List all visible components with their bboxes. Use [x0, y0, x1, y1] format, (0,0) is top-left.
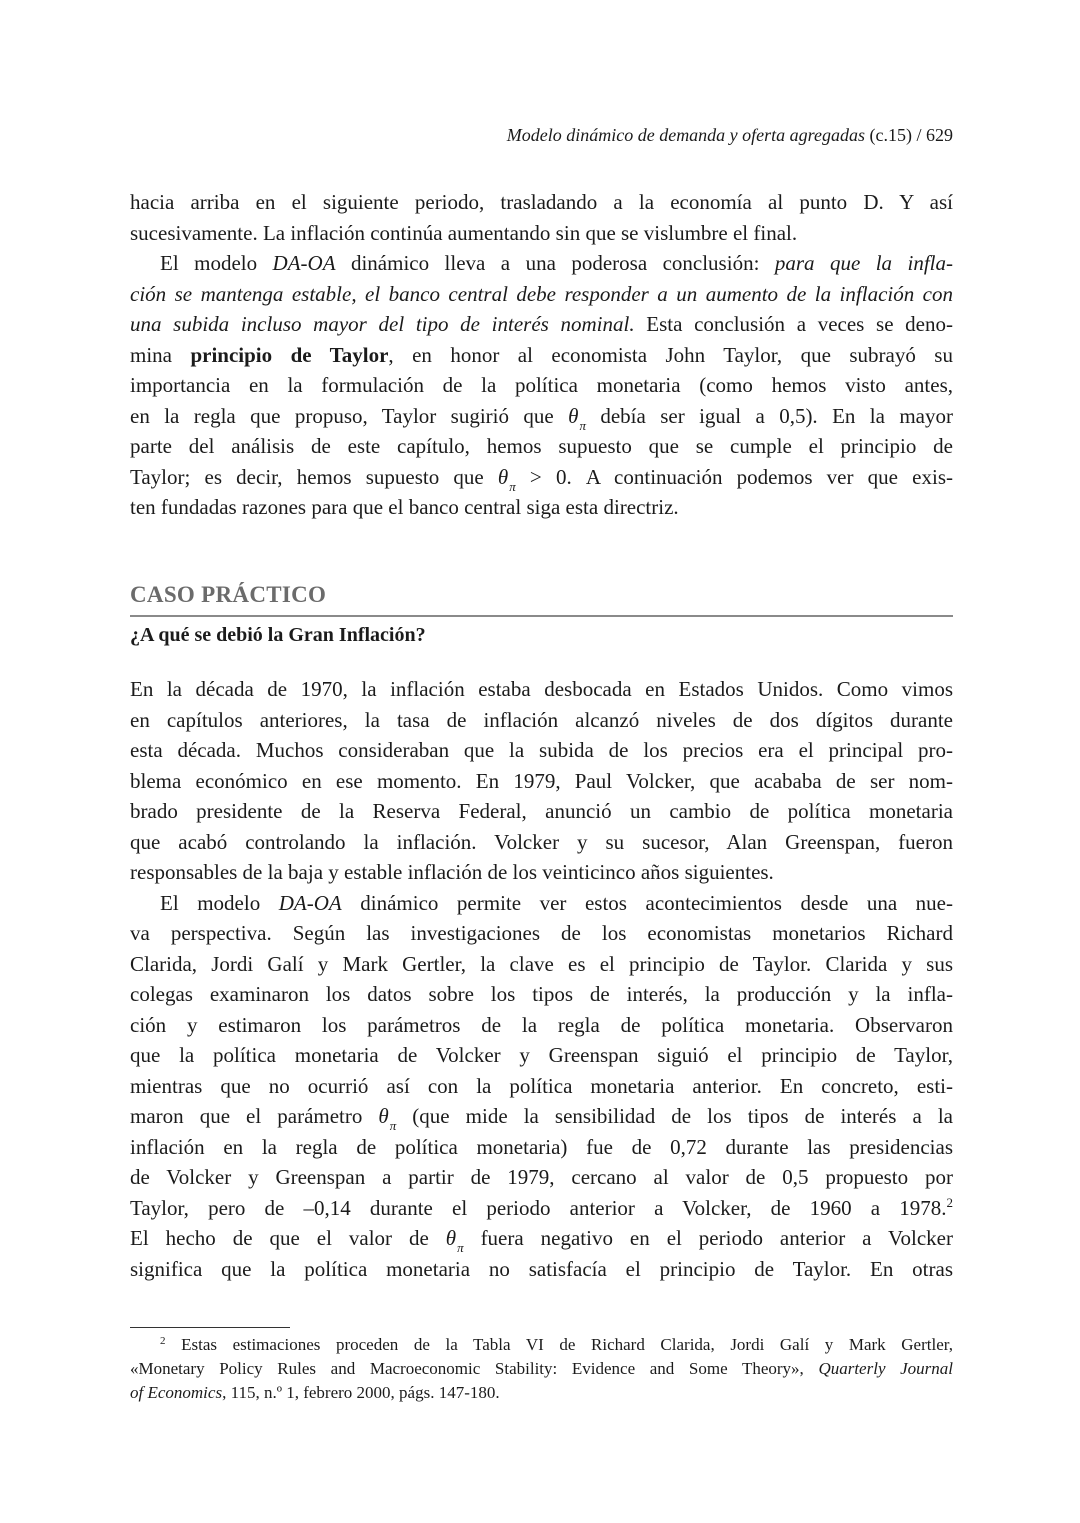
- text-line: [130, 766, 953, 797]
- text-run: > 0. A continuación podemos ver que exis-: [515, 464, 953, 489]
- text-line: [130, 1333, 953, 1357]
- text-run: θ: [568, 403, 579, 428]
- text-run: inflación en la regla de política monetaria) fue de 0,72 durante las presidencias: [130, 1134, 953, 1159]
- text-line: [130, 857, 953, 888]
- text-run: El modelo: [160, 251, 273, 275]
- text-run: colegas examinaron los datos sobre los tipos de interés, la producción y la infla-: [130, 982, 953, 1006]
- footnote: [130, 1333, 953, 1405]
- subscript: π: [457, 1240, 464, 1255]
- text-line: [130, 949, 953, 980]
- text-line: [130, 462, 953, 493]
- text-run: sucesivamente. La inflación continúa aumentando sin que se vislumbre el final.: [130, 220, 798, 245]
- text-run: principio de Taylor: [190, 342, 389, 367]
- text-line: [130, 279, 953, 310]
- text-line: [130, 1010, 953, 1041]
- text-line: [130, 705, 953, 736]
- text-run: Clarida, Jordi Galí y Mark Gertler, la clave es el principio de Taylor. Clarida y sus: [130, 951, 953, 976]
- text-line: [130, 1223, 953, 1254]
- text-run: , 115, n.º 1, febrero 2000, págs. 147-180.: [222, 1383, 500, 1402]
- subscript: π: [509, 478, 516, 494]
- text-line: [130, 187, 953, 218]
- text-run: esta década. Muchos consideraban que la subida de los precios era el principal pro-: [130, 738, 953, 762]
- text-line: [130, 735, 953, 766]
- text-run: que acabó controlando la inflación. Volcker y su sucesor, Alan Greenspan, fueron: [130, 829, 953, 854]
- text-line: [130, 492, 953, 523]
- text-line: [130, 1381, 953, 1405]
- text-line: [130, 1357, 953, 1381]
- text-run: dinámico permite ver estos acontecimientos desde una nue-: [341, 890, 954, 915]
- text-run: , en honor al economista John Taylor, que subrayó su: [388, 342, 953, 367]
- text-run: θ: [445, 1226, 457, 1250]
- text-line: [130, 218, 953, 249]
- text-run: Quarterly Journal: [818, 1359, 953, 1378]
- text-line: [130, 796, 953, 827]
- chapter-page-number: (c.15) / 629: [865, 125, 953, 145]
- text-run: dinámico lleva a una poderosa conclusión:: [335, 251, 775, 275]
- case-study-label: CASO PRÁCTICO: [130, 582, 327, 607]
- text-run: hacia arriba en el siguiente periodo, trasladando a la economía al punto D. Y así: [130, 190, 953, 214]
- text-line: [130, 1162, 953, 1193]
- text-run: una subida incluso mayor del tipo de interés nominal.: [130, 312, 635, 336]
- text-run: ten fundadas razones para que el banco central siga esta directriz.: [130, 495, 679, 519]
- text-run: fuera negativo en el periodo anterior a Volcker: [463, 1226, 953, 1250]
- text-run: En la década de 1970, la inflación estaba desbocada en Estados Unidos. Como vimos: [130, 677, 953, 701]
- subscript: π: [389, 1118, 397, 1133]
- text-line: [130, 1040, 953, 1071]
- text-line: [130, 370, 953, 401]
- case-study-divider: [130, 615, 953, 617]
- text-line: [130, 1071, 953, 1102]
- text-line: [130, 309, 953, 340]
- text-line: [130, 401, 953, 432]
- text-run: Esta conclusión a veces se deno-: [634, 312, 953, 336]
- text-run: DA-OA: [272, 251, 336, 275]
- running-title: Modelo dinámico de demanda y oferta agregadas: [506, 125, 866, 145]
- text-run: Taylor, pero de –0,14 durante el periodo anterior a Volcker, de 1960 a 1978.: [130, 1195, 947, 1220]
- text-run: of Economics: [130, 1383, 223, 1402]
- text-run: Taylor; es decir, hemos supuesto que: [130, 464, 498, 489]
- subscript: π: [579, 417, 586, 433]
- text-run: para que la infla-: [774, 251, 953, 275]
- text-line: [130, 827, 953, 858]
- text-run: en capítulos anteriores, la tasa de inflación alcanzó niveles de dos dígitos durante: [130, 707, 953, 732]
- text-line: [130, 674, 953, 705]
- text-run: parte del análisis de este capítulo, hemos supuesto que se cumple el principio de: [130, 434, 953, 458]
- text-line: [130, 1254, 953, 1285]
- footnote-marker: 2: [160, 1335, 166, 1347]
- text-line: [130, 1132, 953, 1163]
- footnote-divider: [130, 1327, 290, 1328]
- case-study-text: [130, 674, 953, 1284]
- text-run: significa que la política monetaria no satisfacía el principio de Taylor. En otras: [130, 1256, 953, 1281]
- text-run: blema económico en ese momento. En 1979, Paul Volcker, que acababa de ser nom-: [130, 768, 953, 793]
- case-study-title: ¿A qué se debió la Gran Inflación?: [130, 624, 426, 646]
- text-line: [130, 1101, 953, 1132]
- text-run: va perspectiva. Según las investigaciones de los economistas monetarios Richard: [130, 921, 953, 945]
- text-run: de Volcker y Greenspan a partir de 1979, cercano al valor de 0,5 propuesto por: [130, 1165, 953, 1189]
- text-run: Estas estimaciones proceden de la Tabla VI de Richard Clarida, Jordi Galí y Mark Gertler,: [165, 1335, 953, 1354]
- text-run: mientras que no ocurrió así con la política monetaria anterior. En concreto, esti-: [130, 1073, 953, 1098]
- text-run: responsables de la baja y estable inflación de los veinticinco años siguientes.: [130, 860, 774, 884]
- text-run: El hecho de que el valor de: [130, 1226, 446, 1250]
- running-header: [507, 125, 953, 146]
- text-line: [130, 918, 953, 949]
- text-run: (que mide la sensibilidad de los tipos de interés a la: [396, 1104, 953, 1128]
- footnote-marker: 2: [946, 1194, 953, 1210]
- text-run: que la política monetaria de Volcker y Greenspan siguió el principio de Taylor,: [130, 1043, 953, 1067]
- text-run: «Monetary Policy Rules and Macroeconomic Stability: Evidence and Some Theory»,: [130, 1359, 819, 1378]
- text-run: θ: [378, 1104, 389, 1128]
- text-line: [130, 1193, 953, 1224]
- text-line: [130, 431, 953, 462]
- text-line: [130, 888, 953, 919]
- text-run: θ: [497, 464, 509, 489]
- intro-text: [130, 187, 953, 523]
- text-run: El modelo: [160, 890, 279, 915]
- text-run: ción se mantenga estable, el banco central debe responder a un aumento de la inflación con: [130, 281, 953, 306]
- text-run: mina: [130, 342, 191, 367]
- text-run: importancia en la formulación de la política monetaria (como hemos visto antes,: [130, 373, 953, 397]
- text-run: maron que el parámetro: [130, 1104, 379, 1128]
- text-line: [130, 248, 953, 279]
- text-run: ción y estimaron los parámetros de la regla de política monetaria. Observaron: [130, 1012, 953, 1037]
- text-line: [130, 979, 953, 1010]
- text-run: debía ser igual a 0,5). En la mayor: [585, 403, 953, 428]
- text-line: [130, 340, 953, 371]
- text-run: en la regla que propuso, Taylor sugirió que: [130, 403, 569, 428]
- text-run: brado presidente de la Reserva Federal, anunció un cambio de política monetaria: [130, 799, 953, 823]
- text-run: DA-OA: [278, 890, 342, 915]
